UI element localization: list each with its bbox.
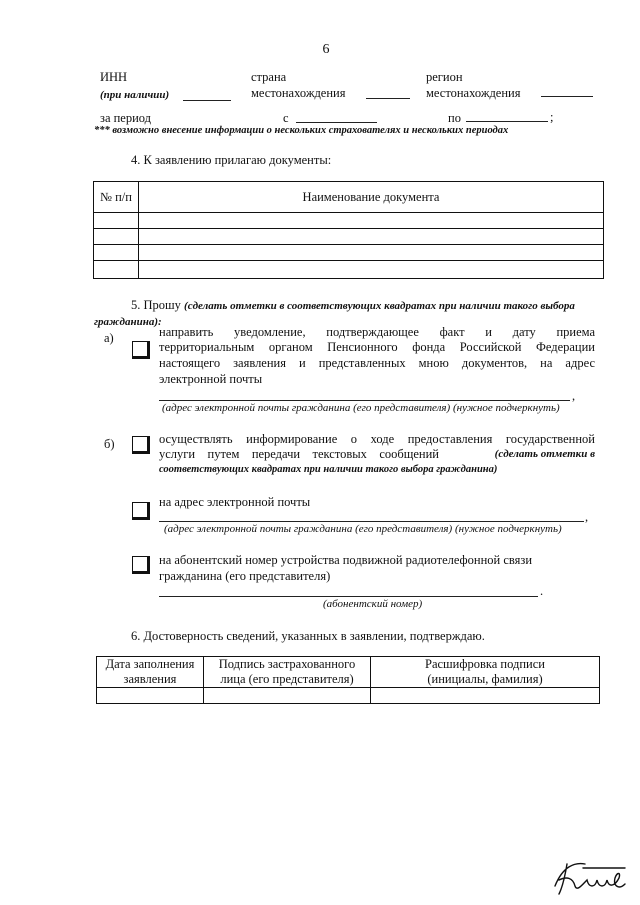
country-label-2: местонахождения xyxy=(251,86,346,100)
period-from-field[interactable] xyxy=(296,122,377,123)
option-b-line3: соответствующих квадратах при наличии такого выбора гражданина) xyxy=(159,464,498,475)
to-label: по xyxy=(448,111,461,125)
option-b-line2-text: услуги путем передачи текстовых сообщений xyxy=(159,447,439,461)
option-b-checkbox[interactable] xyxy=(132,436,150,454)
option-b-line2 xyxy=(159,447,595,462)
confirmation-table xyxy=(96,656,600,704)
handwritten-signature xyxy=(545,858,630,898)
email-checkbox[interactable] xyxy=(132,502,150,520)
col-num-header: № п/п xyxy=(94,182,139,213)
decoding-header xyxy=(371,657,600,688)
table-row[interactable] xyxy=(97,688,600,704)
table-row[interactable] xyxy=(94,261,604,279)
country-label-1: страна xyxy=(251,70,287,84)
phone-caption: (абонентский номер) xyxy=(323,598,423,610)
period-label: за период xyxy=(100,111,152,125)
option-a-label: а) xyxy=(104,331,114,345)
inn-note: (при наличии) xyxy=(100,89,170,101)
email-option-label: на адрес электронной почты xyxy=(159,495,311,509)
option-a-email-field[interactable] xyxy=(159,400,570,401)
col-name-header: Наименование документа xyxy=(139,182,604,213)
option-b-line2-note: (сделать отметки в xyxy=(494,448,595,460)
table-row[interactable] xyxy=(94,213,604,229)
inn-label: ИНН xyxy=(100,70,128,84)
option-a-line4: электронной почты xyxy=(159,372,263,386)
section4-title: 4. К заявлению прилагаю документы: xyxy=(131,153,332,167)
option-a-line2: территориальным органом Пенсионного фонда Российской Федерации xyxy=(159,340,595,354)
option-a-line3: настоящего заявления и представленных мною документов, на адрес xyxy=(159,356,595,370)
region-field[interactable] xyxy=(541,96,593,97)
table-row[interactable] xyxy=(94,229,604,245)
date-header-l1: Дата заполнения xyxy=(105,657,195,671)
period-semicolon: ; xyxy=(550,110,554,124)
option-a-comma: , xyxy=(572,389,576,403)
documents-table xyxy=(93,181,604,279)
email-address-field[interactable] xyxy=(159,521,584,522)
date-header-l2: заявления xyxy=(123,672,177,686)
country-field[interactable] xyxy=(366,98,410,99)
phone-number-field[interactable] xyxy=(159,596,538,597)
email-comma: , xyxy=(585,510,589,524)
inn-field[interactable] xyxy=(183,100,231,101)
section6-title: 6. Достоверность сведений, указанных в заявлении, подтверждаю. xyxy=(131,629,485,643)
section5-note: (сделать отметки в соответствующих квадратах при наличии такого выбора xyxy=(184,300,575,312)
phone-option-line1: на абонентский номер устройства подвижной радиотелефонной связи xyxy=(159,553,533,567)
phone-dot: . xyxy=(540,584,544,598)
date-header xyxy=(97,657,204,688)
signature-header-l2: лица (его представителя) xyxy=(220,672,354,686)
option-a-line1: направить уведомление, подтверждающее факт и дату приема xyxy=(159,325,595,339)
section5-note-cont: гражданина): xyxy=(94,316,162,328)
section5-title: 5. Прошу xyxy=(131,298,181,312)
date-cell[interactable] xyxy=(97,688,204,704)
page-number: 6 xyxy=(322,42,330,57)
signature-header-l1: Подпись застрахованного xyxy=(218,657,356,671)
region-label-1: регион xyxy=(426,70,463,84)
decoding-header-l2: (инициалы, фамилия) xyxy=(427,672,543,686)
option-a-caption: (адрес электронной почты гражданина (его представителя) (нужное подчеркнуть) xyxy=(162,402,560,414)
decoding-cell[interactable] xyxy=(371,688,600,704)
multi-insurer-note: *** возможно внесение информации о нескольких страхователях и нескольких периодах xyxy=(94,125,509,136)
signature-cell[interactable] xyxy=(204,688,371,704)
decoding-header-l1: Расшифровка подписи xyxy=(425,657,545,671)
phone-checkbox[interactable] xyxy=(132,556,150,574)
section5-title-row xyxy=(131,298,575,313)
period-to-field[interactable] xyxy=(466,121,548,122)
region-label-2: местонахождения xyxy=(426,86,521,100)
signature-header xyxy=(204,657,371,688)
from-label: с xyxy=(283,111,289,125)
table-row[interactable] xyxy=(94,245,604,261)
option-a-checkbox[interactable] xyxy=(132,341,150,359)
email-caption: (адрес электронной почты гражданина (его представителя) (нужное подчеркнуть) xyxy=(164,523,562,535)
option-b-label: б) xyxy=(104,437,115,451)
option-b-line1: осуществлять информирование о ходе предоставления государственной xyxy=(159,432,595,446)
phone-option-line2: гражданина (его представителя) xyxy=(159,569,331,583)
